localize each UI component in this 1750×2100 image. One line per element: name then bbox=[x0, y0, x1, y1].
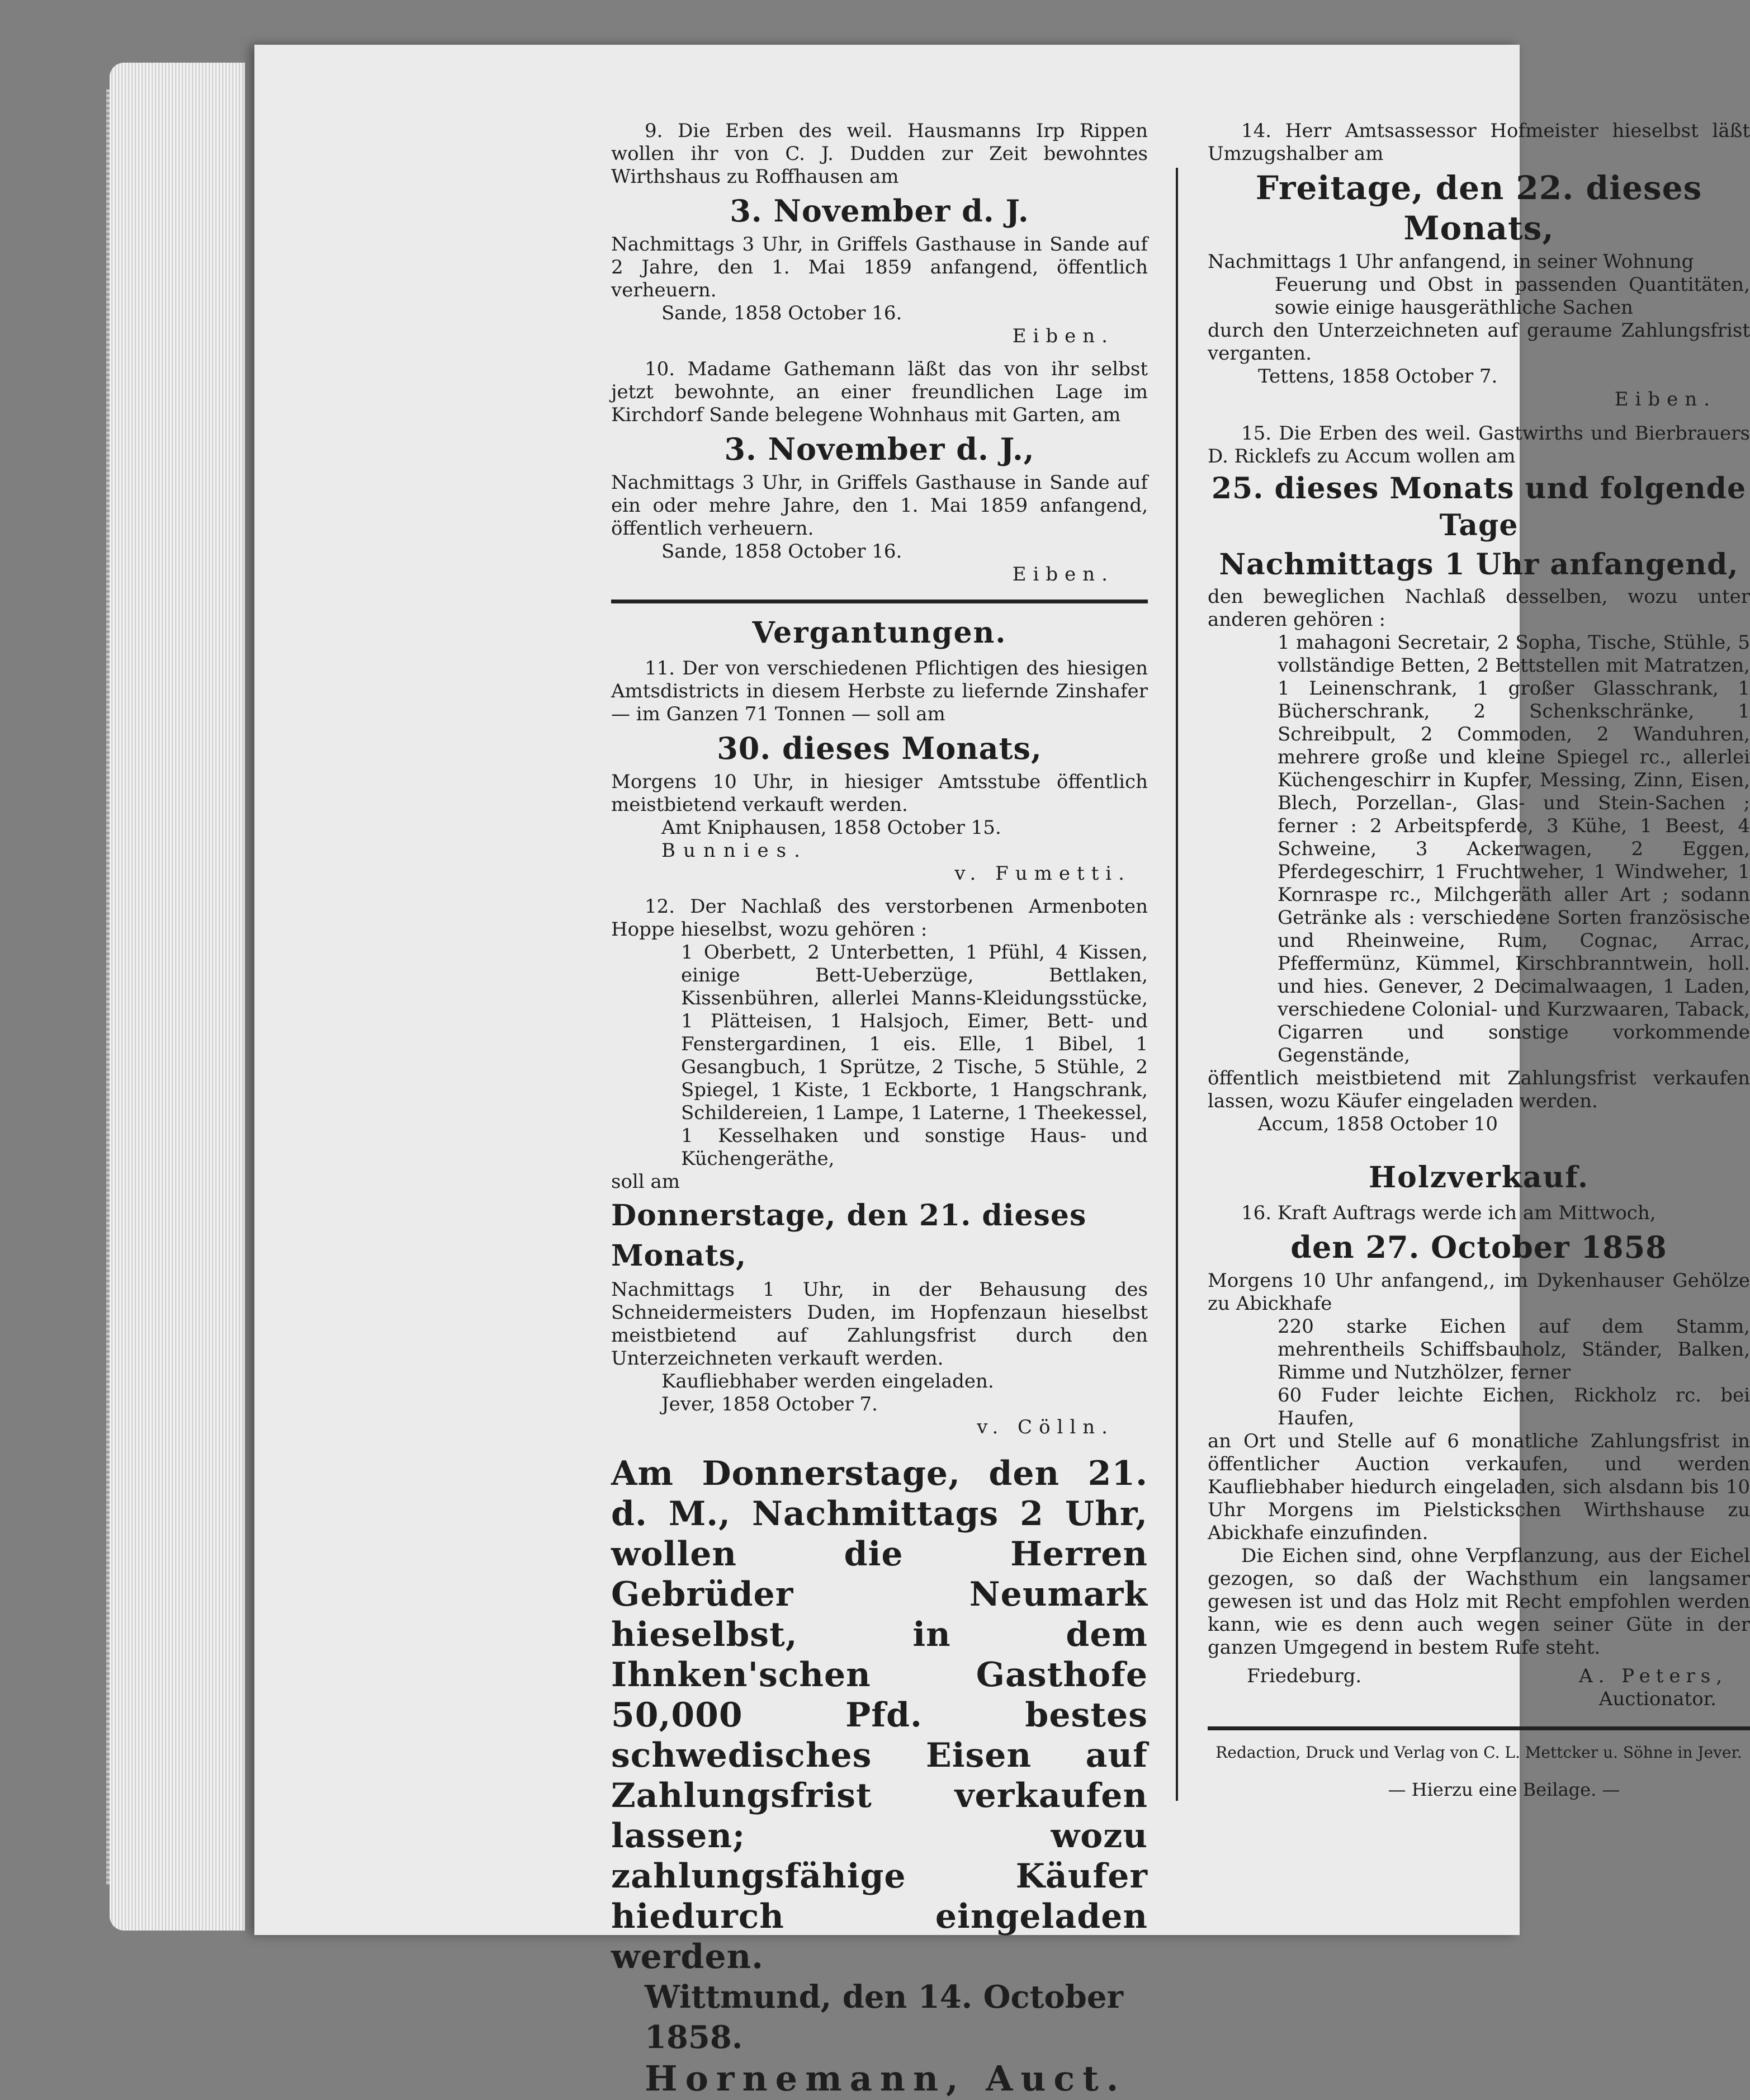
notice-16-signature-row bbox=[1208, 1665, 1750, 1688]
notice-11-signer-1: Bunnies. bbox=[661, 839, 808, 862]
notice-16-date: den 27. October 1858 bbox=[1290, 1229, 1667, 1265]
section-heading-vergantungen: Vergantungen. bbox=[752, 616, 1007, 650]
notice-11-place: Amt Kniphausen, 1858 October 15. bbox=[661, 817, 1001, 839]
notice-16-item-1: 220 starke Eichen auf dem Stamm, mehrentheils Schiffsbauholz, Ständer, Balken, Rimme und Nutzhölzer, ferner bbox=[1278, 1315, 1750, 1384]
notice-14-text: 14. Herr Amtsassessor Hofmeister hieselbst läßt Umzugshalber am bbox=[1208, 120, 1750, 165]
imprint-line: Redaction, Druck und Verlag von C. L. Mettcker u. Söhne in Jever. bbox=[1215, 1743, 1742, 1762]
notice-11-body: Morgens 10 Uhr, in hiesiger Amtsstube öffentlich meistbietend verkauft werden. bbox=[611, 771, 1148, 816]
notice-16-signer: A. Peters, bbox=[1579, 1665, 1728, 1687]
notice-10-signer: Eiben. bbox=[1012, 563, 1114, 586]
notice-14 bbox=[1208, 120, 1750, 411]
notice-neumark-body: Am Donnerstage, den 21. d. M., Nachmittags 2 Uhr, wollen die Herren Gebrüder Neumark hieselbst, in dem Ihnken'schen Gasthofe 50,000 Pfd. bestes schwedisches Eisen auf Zahlungsfrist verkaufen lassen; wozu zahlungsfähige Käufer hiedurch eingeladen werden. bbox=[611, 1454, 1148, 1976]
notice-14-signer: Eiben. bbox=[1614, 388, 1716, 410]
notice-11-text: 11. Der von verschiedenen Pflichtigen des hiesigen Amtsdistricts in diesem Herbste zu liefernde Zinshafer — im Ganzen 71 Tonnen — soll am bbox=[611, 657, 1148, 725]
notice-15-place: Accum, 1858 October 10 bbox=[1258, 1113, 1498, 1135]
notice-10 bbox=[611, 358, 1148, 586]
notice-9 bbox=[611, 120, 1148, 348]
notice-neumark bbox=[611, 1454, 1148, 2100]
notice-10-text: 10. Madame Gathemann läßt das von ihr selbst jetzt bewohnte, an einer freundlichen Lage im Kirchdorf Sande belegene Wohnhaus mit Garten, am bbox=[611, 358, 1148, 426]
notice-neumark-signer: Hornemann, Auct. bbox=[645, 2058, 1127, 2099]
notice-9-body: Nachmittags 3 Uhr, in Griffels Gasthause in Sande auf 2 Jahre, den 1. Mai 1859 anfangend, öffentlich verheuern. bbox=[611, 233, 1148, 301]
notice-15-date-2: Nachmittags 1 Uhr anfangend, bbox=[1219, 548, 1739, 582]
notice-16-signer-title: Auctionator. bbox=[1598, 1688, 1716, 1710]
supplement-note: — Hierzu eine Beilage. — bbox=[1388, 1779, 1620, 1800]
notice-9-signer: Eiben. bbox=[1012, 325, 1114, 347]
notice-10-body: Nachmittags 3 Uhr, in Griffels Gasthause in Sande auf ein oder mehre Jahre, den 1. Mai 1859 anfangend, öffentlich verheuern. bbox=[611, 471, 1148, 540]
notice-15 bbox=[1208, 422, 1750, 1136]
notice-16-body: Morgens 10 Uhr anfangend,, im Dykenhauser Gehölze zu Abickhafe bbox=[1208, 1270, 1750, 1315]
newspaper-page bbox=[254, 45, 1750, 2099]
notice-neumark-place: Wittmund, den 14. October 1858. bbox=[645, 1979, 1124, 2056]
notice-16-body-2: an Ort und Stelle auf 6 monatliche Zahlungsfrist in öffentlicher Auction verkaufen, und werden Kaufliebhaber hiedurch eingeladen, sich alsdann bis 10 Uhr Morgens im Pielstickschen Wirthshause zu Abickhafe einzufinden. bbox=[1208, 1430, 1750, 1544]
notice-16-place: Friedeburg. bbox=[1247, 1665, 1362, 1687]
notice-12-date: Donnerstage, den 21. dieses Monats, bbox=[611, 1198, 1087, 1273]
notice-16 bbox=[1208, 1202, 1750, 1711]
notice-12-text: 12. Der Nachlaß des verstorbenen Armenboten Hoppe hieselbst, wozu gehören : bbox=[611, 895, 1148, 941]
notice-16-item-2: 60 Fuder leichte Eichen, Rickholz rc. bei Haufen, bbox=[1278, 1384, 1750, 1429]
notice-14-line1: Nachmittags 1 Uhr anfangend, in seiner Wohnung bbox=[1208, 251, 1694, 273]
notice-15-text: 15. Die Erben des weil. Gastwirths und Bierbrauers D. Ricklefs zu Accum wollen am bbox=[1208, 422, 1750, 468]
notice-16-body-3: Die Eichen sind, ohne Verpflanzung, aus der Eichel gezogen, so daß der Wachsthum ein langsamer gewesen ist und das Holz mit Recht empfohlen werden kann, wie es denn auch wegen seiner Güte in der ganzen Umgegend in bestem Rufe steht. bbox=[1208, 1545, 1750, 1659]
notice-15-body: den beweglichen Nachlaß desselben, wozu unter anderen gehören : bbox=[1208, 586, 1750, 631]
right-column bbox=[1208, 120, 1750, 1803]
notice-14-place: Tettens, 1858 October 7. bbox=[1258, 365, 1498, 388]
notice-14-goods: Feuerung und Obst in passenden Quantitäten, sowie einige hausgeräthliche Sachen bbox=[1275, 273, 1750, 319]
page-stack-edge bbox=[110, 63, 245, 1931]
notice-12-signer: v. Cölln. bbox=[977, 1416, 1114, 1438]
notice-12-invite: Kaufliebhaber werden eingeladen. bbox=[661, 1370, 994, 1393]
section-heading-holzverkauf: Holzverkauf. bbox=[1369, 1160, 1589, 1195]
left-column bbox=[611, 120, 1148, 2100]
column-divider bbox=[1176, 168, 1178, 1801]
notice-16-title-row bbox=[1208, 1688, 1750, 1711]
notice-11-signer-2: v. Fumetti. bbox=[954, 862, 1131, 885]
notice-12-body: Nachmittags 1 Uhr, in der Behausung des Schneidermeisters Duden, im Hopfenzaun hieselbst meistbietend auf Zahlungsfrist durch den Unterzeichneten verkauft werden. bbox=[611, 1278, 1148, 1370]
notice-12-place: Jever, 1858 October 7. bbox=[661, 1393, 878, 1415]
notice-11 bbox=[611, 657, 1148, 885]
section-divider bbox=[611, 600, 1148, 603]
notice-10-date: 3. November d. J., bbox=[724, 431, 1035, 467]
footer-divider bbox=[1208, 1726, 1750, 1730]
notice-14-date: Freitage, den 22. dieses Monats, bbox=[1255, 169, 1702, 247]
notice-12-soll: soll am bbox=[611, 1171, 680, 1193]
notice-15-date-1: 25. dieses Monats und folgende Tage bbox=[1211, 471, 1747, 542]
notice-10-place: Sande, 1858 October 16. bbox=[661, 540, 902, 563]
notice-12 bbox=[611, 895, 1148, 1439]
notice-12-items: 1 Oberbett, 2 Unterbetten, 1 Pfühl, 4 Kissen, einige Bett-Ueberzüge, Bettlaken, Kissenbühren, allerlei Manns-Kleidungsstücke, 1 Plätteisen, 1 Halsjoch, Eimer, Bett- und Fenstergardinen, 1 eis. Elle, 1 Bibel, 1 Gesangbuch, 1 Sprütze, 2 Tische, 5 Stühle, 2 Spiegel, 1 Kiste, 1 Eckborte, 1 Hangschrank, Schildereien, 1 Lampe, 1 Laterne, 1 Theekessel, 1 Kesselhaken und sonstige Haus- und Küchengeräthe, bbox=[681, 941, 1148, 1170]
notice-15-items: 1 mahagoni Secretair, 2 Sopha, Tische, Stühle, 5 vollständige Betten, 2 Bettstellen mit Matratzen, 1 Leinenschrank, 1 großer Glasschrank, 1 Bücherschrank, 2 Schenkschränke, 1 Schreibpult, 2 Commoden, 2 Wanduhren, mehrere große und kleine Spiegel rc., allerlei Küchengeschirr in Kupfer, Messing, Zinn, Eisen, Blech, Porzellan-, Glas- und Stein-Sachen ; ferner : 2 Arbeitspferde, 3 Kühe, 1 Beest, 4 Schweine, 3 Ackerwagen, 2 Eggen, Pferdegeschirr, 1 Fruchtweher, 1 Windweher, 1 Kornraspe rc., Milchgeräth aller Art ; sodann Getränke als : verschiedene Sorten französische und Rheinweine, Rum, Cognac, Arrac, Pfeffermünz, Kümmel, Kirschbranntwein, holl. und hies. Genever, 2 Decimalwaagen, 1 Laden, verschiedene Colonial- und Kurzwaaren, Taback, Cigarren und sonstige vorkommende Gegenstände, bbox=[1278, 631, 1750, 1066]
notice-9-text: 9. Die Erben des weil. Hausmanns Irp Rippen wollen ihr von C. J. Dudden zur Zeit bewohntes Wirthshaus zu Roffhausen am bbox=[611, 120, 1148, 188]
notice-15-body-2: öffentlich meistbietend mit Zahlungsfrist verkaufen lassen, wozu Käufer eingeladen werden. bbox=[1208, 1067, 1750, 1112]
notice-9-place: Sande, 1858 October 16. bbox=[661, 302, 902, 324]
notice-11-date: 30. dieses Monats, bbox=[717, 730, 1042, 766]
notice-16-text: 16. Kraft Auftrags werde ich am Mittwoch, bbox=[1241, 1202, 1656, 1224]
notice-14-body: durch den Unterzeichneten auf geraume Zahlungsfrist verganten. bbox=[1208, 319, 1750, 365]
notice-9-date: 3. November d. J. bbox=[730, 193, 1029, 229]
